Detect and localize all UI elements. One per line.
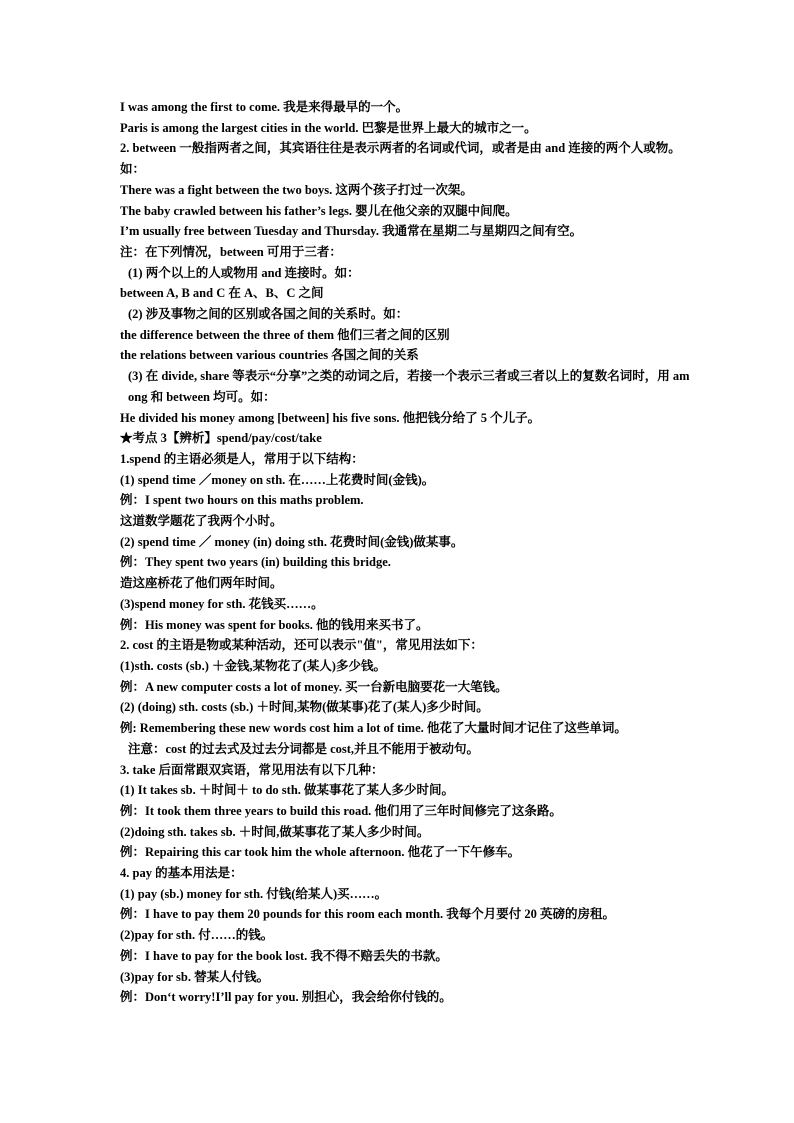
text-line: between A, B and C 在 A、B、C 之间 (120, 286, 324, 301)
text-line: 2. cost 的主语是物或某种活动，还可以表示"值"，常见用法如下： (120, 638, 483, 653)
text-line: 例：His money was spent for books. 他的钱用来买书了。 (120, 617, 429, 632)
text-line: I was among the first to come. 我是来得最早的一个。 (120, 100, 409, 114)
text-line: (1)sth. costs (sb.) ＋金钱,某物花了(某人)多少钱。 (120, 658, 386, 673)
text-line: (3)spend money for sth. 花钱买……。 (120, 596, 324, 611)
text-line: (1) It takes sb. ＋时间＋ to do sth. 做某事花了某人多少时间。 (120, 783, 455, 798)
text-line: He divided his money among [between] his five sons. 他把钱分给了 5 个儿子。 (120, 410, 541, 425)
text-line: (1) pay (sb.) money for sth. 付钱(给某人)买……。 (120, 886, 388, 901)
text-line: (2)doing sth. takes sb. ＋时间,做某事花了某人多少时间。 (120, 824, 430, 839)
text-line: 3. take 后面常跟双宾语，常见用法有以下几种： (120, 762, 384, 777)
text-line: 例：It took them three years to build this road. 他们用了三年时间修完了这条路。 (120, 803, 562, 818)
text-line: 这道数学题花了我两个小时。 (120, 514, 283, 529)
text-line: (1) 两个以上的人或物用 and 连接时。如： (128, 265, 360, 280)
text-line: 造这座桥花了他们两年时间。 (120, 576, 283, 591)
text-line: I’m usually free between Tuesday and Thursday. 我通常在星期二与星期四之间有空。 (120, 224, 583, 239)
text-line: 例：I have to pay for the book lost. 我不得不赔丢失的书款。 (120, 948, 448, 963)
text-line: 例：I spent two hours on this maths problem. (120, 493, 364, 508)
text-line: (3)pay for sb. 替某人付钱。 (120, 969, 270, 984)
text-line: (2) 涉及事物之间的区别或各国之间的关系时。如： (128, 307, 409, 322)
text-line: (2) spend time ／ money (in) doing sth. 花费时间(金钱)做某事。 (120, 534, 464, 549)
text-line: The baby crawled between his father’s legs. 婴儿在他父亲的双腿中间爬。 (120, 203, 518, 218)
text-line: 例：They spent two years (in) building this bridge. (120, 555, 391, 570)
text-line: 例：Don‘t worry!I’ll pay for you. 别担心，我会给你付钱的。 (120, 990, 452, 1005)
text-line: 注意：cost 的过去式及过去分词都是 cost,并且不能用于被动句。 (128, 741, 480, 756)
text-line: There was a fight between the two boys. 这两个孩子打过一次架。 (120, 182, 473, 197)
text-line: 例: Remembering these new words cost him a lot of time. 他花了大量时间才记住了这些单词。 (120, 721, 627, 736)
text-line: 1.spend 的主语必须是人，常用于以下结构： (120, 451, 364, 466)
text-line: 例：A new computer costs a lot of money. 买一台新电脑要花一大笔钱。 (120, 679, 508, 694)
text-line: the relations between various countries 各国之间的关系 (120, 348, 419, 363)
text-line: 例：I have to pay them 20 pounds for this room each month. 我每个月要付 20 英磅的房租。 (120, 907, 616, 922)
text-line: (2)pay for sth. 付……的钱。 (120, 928, 274, 943)
section-heading: ★考点 3【辨析】spend/pay/cost/take (120, 431, 322, 446)
text-line: 例：Repairing this car took him the whole afternoon. 他花了一下午修车。 (120, 845, 521, 860)
document-body (120, 97, 690, 1008)
text-line: (1) spend time ／money on sth. 在……上花费时间(金钱)。 (120, 472, 435, 487)
text-line: 注：在下列情况，between 可用于三者： (120, 244, 342, 259)
text-line: Paris is among the largest cities in the world. 巴黎是世界上最大的城市之一。 (120, 120, 537, 135)
text-line: the difference between the three of them 他们三者之间的区别 (120, 327, 450, 342)
text-line: 4. pay 的基本用法是： (120, 866, 243, 881)
text-line: 2. between 一般指两者之间，其宾语往往是表示两者的名词或代词，或者是由 and 连接的两个人或物。如： (120, 141, 681, 177)
text-line: (2) (doing) sth. costs (sb.) ＋时间,某物(做某事)花了(某人)多少时间。 (120, 700, 489, 715)
text-line: (3) 在 divide, share 等表示“分享”之类的动词之后，若接一个表示三者或三者以上的复数名词时，用 among 和 between 均可。如： (128, 369, 690, 404)
